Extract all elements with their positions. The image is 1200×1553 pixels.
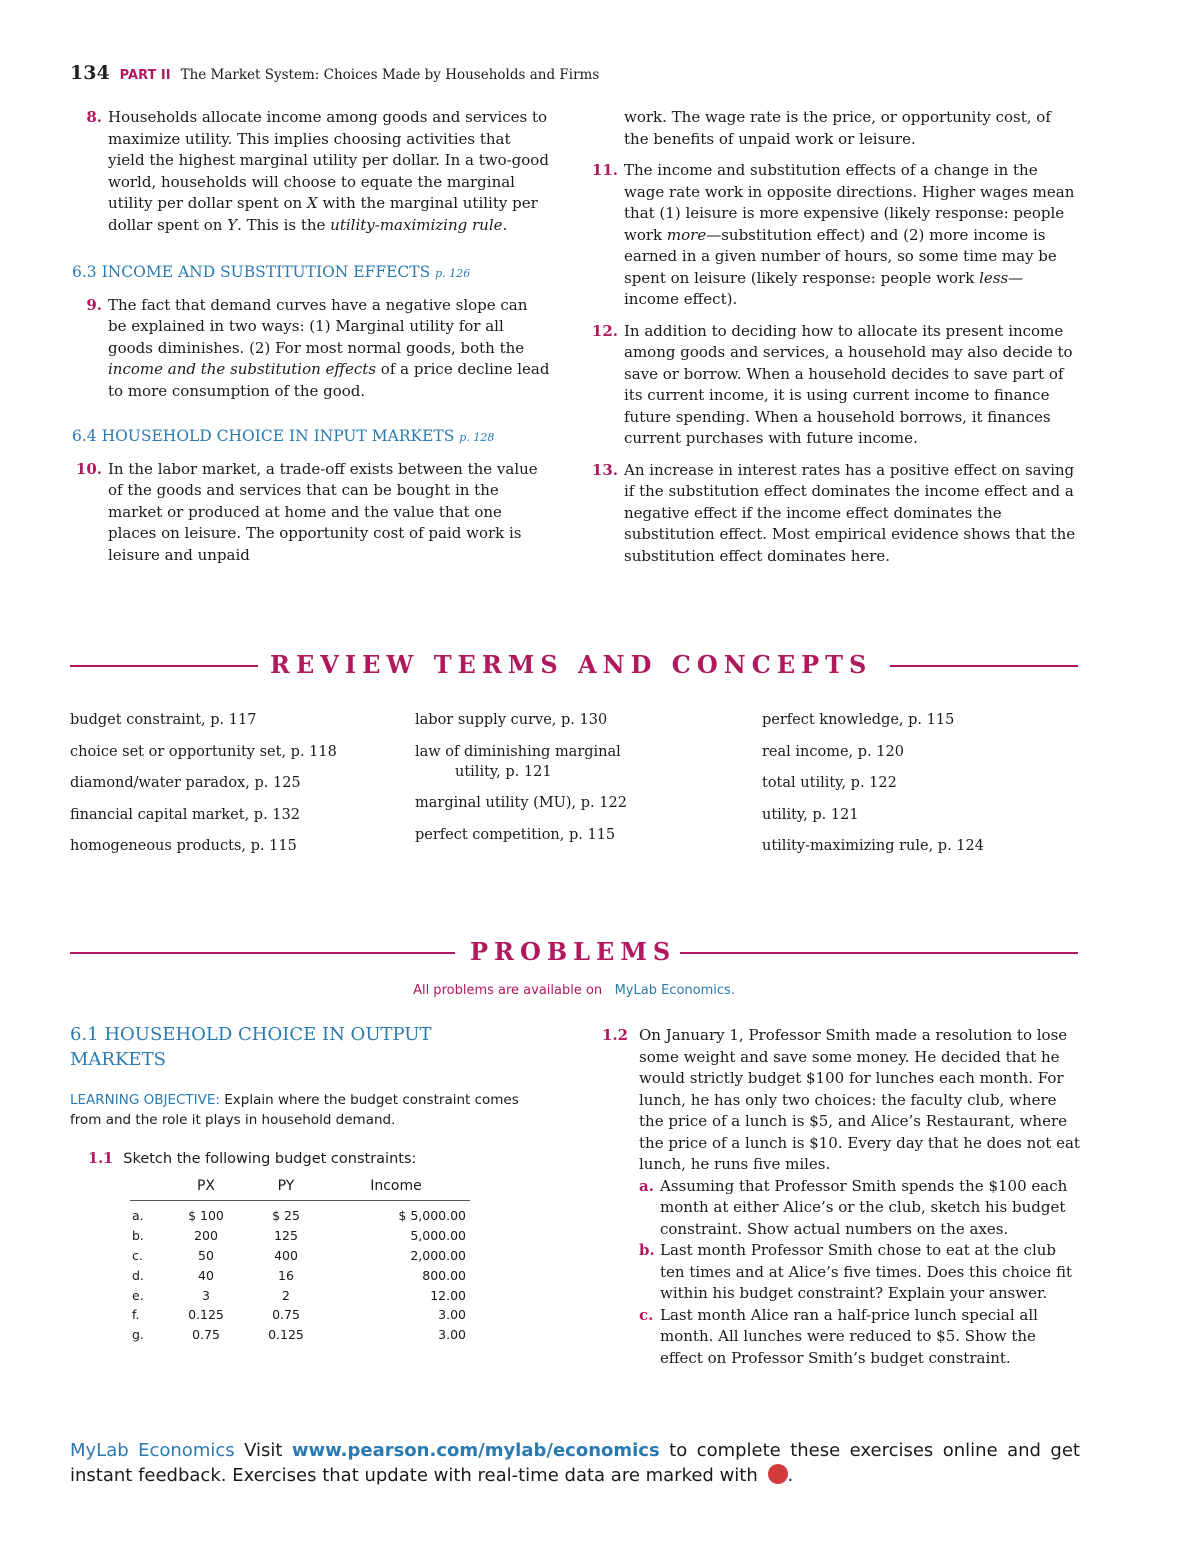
table-header-row: PX PY Income	[130, 1176, 470, 1201]
summary-item-12: 12. In addition to deciding how to allocate its present income among goods and services, a household may also decide to save or borrow. When a household decides to save part of its current income, it is using current income to finance future spending. When a household borrows, it finances current purchases with future income.	[588, 321, 1078, 450]
problems-title: PROBLEMS	[470, 937, 677, 966]
review-terms-title: REVIEW TERMS AND CONCEPTS	[270, 650, 873, 679]
item-number: 9.	[86, 295, 102, 314]
table-row: e. 3 2 12.00	[132, 1287, 466, 1303]
review-term: homogeneous products, p. 115	[70, 838, 297, 854]
review-terms-column-2	[415, 710, 735, 856]
review-terms-banner	[70, 650, 1078, 680]
item-number: 13.	[591, 460, 618, 479]
review-term: financial capital market, p. 132	[70, 806, 300, 823]
summary-item-13: 13. An increase in interest rates has a positive effect on saving if the substitution effect dominates the income effect and a negative effect if the income effect dominates the substitution effect. Most empirical evidence shows that the substitution effect dominates here.	[588, 460, 1078, 568]
summary-left-column	[72, 107, 550, 576]
mylab-footer: MyLab Economics Visit www.pearson.com/mylab/economics to complete these exercises online and get instant feedback. Exercises that update with real-time data are marked with .	[70, 1440, 1080, 1486]
review-term: budget constraint, p. 117	[70, 712, 257, 728]
review-term: choice set or opportunity set, p. 118	[70, 743, 337, 760]
table-row: b. 200 125 5,000.00	[132, 1228, 466, 1244]
problem-1-2-part-b: b. Last month Professor Smith chose to eat at the club ten times and at Alice’s five times. Does this choice fit within his budget constraint? Explain your answer.	[639, 1241, 1072, 1302]
review-term: total utility, p. 122	[762, 775, 897, 791]
page-number: 134	[70, 62, 110, 84]
summary-item-10: 10. In the labor market, a trade-off exists between the value of the goods and services that can be bought in the market or produced at home and the value that one places on leisure. The opportunity cost of paid work is leisure and unpaid	[72, 459, 550, 567]
part-label: PART II	[119, 68, 171, 83]
summary-item-8: 8. Households allocate income among goods and services to maximize utility. This implies choosing activities that yield the highest marginal utility per dollar. In a two-good world, households will choose to equate the marginal utility per dollar spent on X with the marginal utility per dollar spent on Y. This is the utility-maximizing rule.	[72, 107, 550, 236]
review-term: utility-maximizing rule, p. 124	[762, 838, 984, 854]
review-terms-column-3	[762, 710, 1082, 868]
table-row: d. 40 16 800.00	[132, 1267, 466, 1283]
problem-1-2-part-a: a. Assuming that Professor Smith spends the $100 each month at either Alice’s or the club, sketch his budget constraint. Show actual numbers on the axes.	[639, 1176, 1068, 1238]
problem-1-2-part-c: c. Last month Alice ran a half-price lunch special all month. All lunches were reduced to $5. Show the effect on Professor Smith’s budget constraint.	[639, 1305, 1038, 1367]
item-number: 10.	[75, 459, 102, 478]
table-row: a. $ 100 $ 25 $ 5,000.00	[132, 1208, 466, 1224]
review-term: marginal utility (MU), p. 122	[415, 795, 627, 811]
mylab-link[interactable]: MyLab Economics.	[614, 983, 735, 998]
review-term: law of diminishing marginal utility, p. 121	[415, 743, 621, 780]
section-heading-6-3: 6.3 INCOME AND SUBSTITUTION EFFECTS p. 126	[72, 263, 471, 281]
review-term: utility, p. 121	[762, 806, 859, 823]
review-terms-column-1	[70, 710, 390, 868]
divider	[70, 665, 258, 667]
summary-item-11: 11. The income and substitution effects of a change in the wage rate work in opposite directions. Higher wages mean that (1) leisure is more expensive (likely response: people work more—substitution effect) and (2) more income is earned in a given number of hours, so some time may be spent on leisure (likely response: people work less—income effect).	[588, 160, 1078, 311]
item-number: 11.	[591, 161, 618, 179]
divider	[680, 952, 1078, 954]
learning-objective: LEARNING OBJECTIVE: Explain where the budget constraint comes from and the role it plays in household demand.	[70, 1092, 519, 1128]
page-ref-link[interactable]: p. 126	[435, 267, 471, 280]
section-heading-6-1: 6.1 HOUSEHOLD CHOICE IN OUTPUT MARKETS	[70, 1024, 432, 1070]
table-row: g. 0.75 0.125 3.00	[132, 1327, 466, 1343]
review-term: diamond/water paradox, p. 125	[70, 775, 301, 791]
pearson-url-link[interactable]: www.pearson.com/mylab/economics	[291, 1440, 660, 1461]
problems-banner	[70, 937, 1078, 967]
real-time-data-icon	[768, 1464, 788, 1484]
divider	[70, 952, 455, 954]
problem-number: 1.2	[602, 1026, 629, 1044]
page-ref-link[interactable]: p. 128	[459, 431, 495, 444]
table-row: c. 50 400 2,000.00	[132, 1247, 466, 1263]
summary-right-column	[588, 107, 1078, 577]
item-number: 8.	[86, 108, 102, 126]
problem-number: 1.1	[88, 1150, 114, 1167]
review-term: real income, p. 120	[762, 743, 904, 760]
problem-1-1: 1.1 Sketch the following budget constraints:	[88, 1150, 417, 1167]
page-header	[70, 62, 599, 84]
section-heading-6-4: 6.4 HOUSEHOLD CHOICE IN INPUT MARKETS p. 128	[72, 427, 495, 445]
problem-1-2: 1.2 On January 1, Professor Smith made a resolution to lose some weight and save some money. He decided that he would strictly budget $100 for lunches each month. For lunch, he has only two choices: the faculty club, where the price of a lunch is $5, and Alice’s Restaurant, where the price of a lunch is $10. Every day that he does not eat lunch, he runs five miles. a. Assuming that Professor Smith spends the $100 each month at either Alice’s or the club, sketch his budget constraint. Show actual numbers on the axes. b. Last month Professor Smith chose to eat at the club ten times and at Alice’s five times. Does this choice fit within his budget constraint? Explain your answer. c. Last month Alice ran a half-price lunch special all month. All lunches were reduced to $5. Show the effect on Professor Smith’s budget constraint.	[602, 1025, 1080, 1369]
divider	[890, 665, 1078, 667]
review-term: perfect knowledge, p. 115	[762, 712, 955, 728]
table-row: f. 0.125 0.75 3.00	[132, 1307, 466, 1323]
summary-item-10-continued: work. The wage rate is the price, or opportunity cost, of the benefits of unpaid work or leisure.	[624, 108, 1051, 148]
review-term: labor supply curve, p. 130	[415, 712, 608, 728]
review-term: perfect competition, p. 115	[415, 826, 616, 843]
part-title: The Market System: Choices Made by Households and Firms	[180, 67, 600, 83]
budget-constraints-table	[130, 1176, 470, 1345]
item-number: 12.	[591, 321, 618, 340]
summary-item-9: 9. The fact that demand curves have a negative slope can be explained in two ways: (1) Marginal utility for all goods diminishes. (2) For most normal goods, both the income and the substitution effects of a price decline lead to more consumption of the good.	[72, 295, 550, 403]
problems-availability-note: All problems are available on MyLab Economics.	[413, 983, 735, 998]
